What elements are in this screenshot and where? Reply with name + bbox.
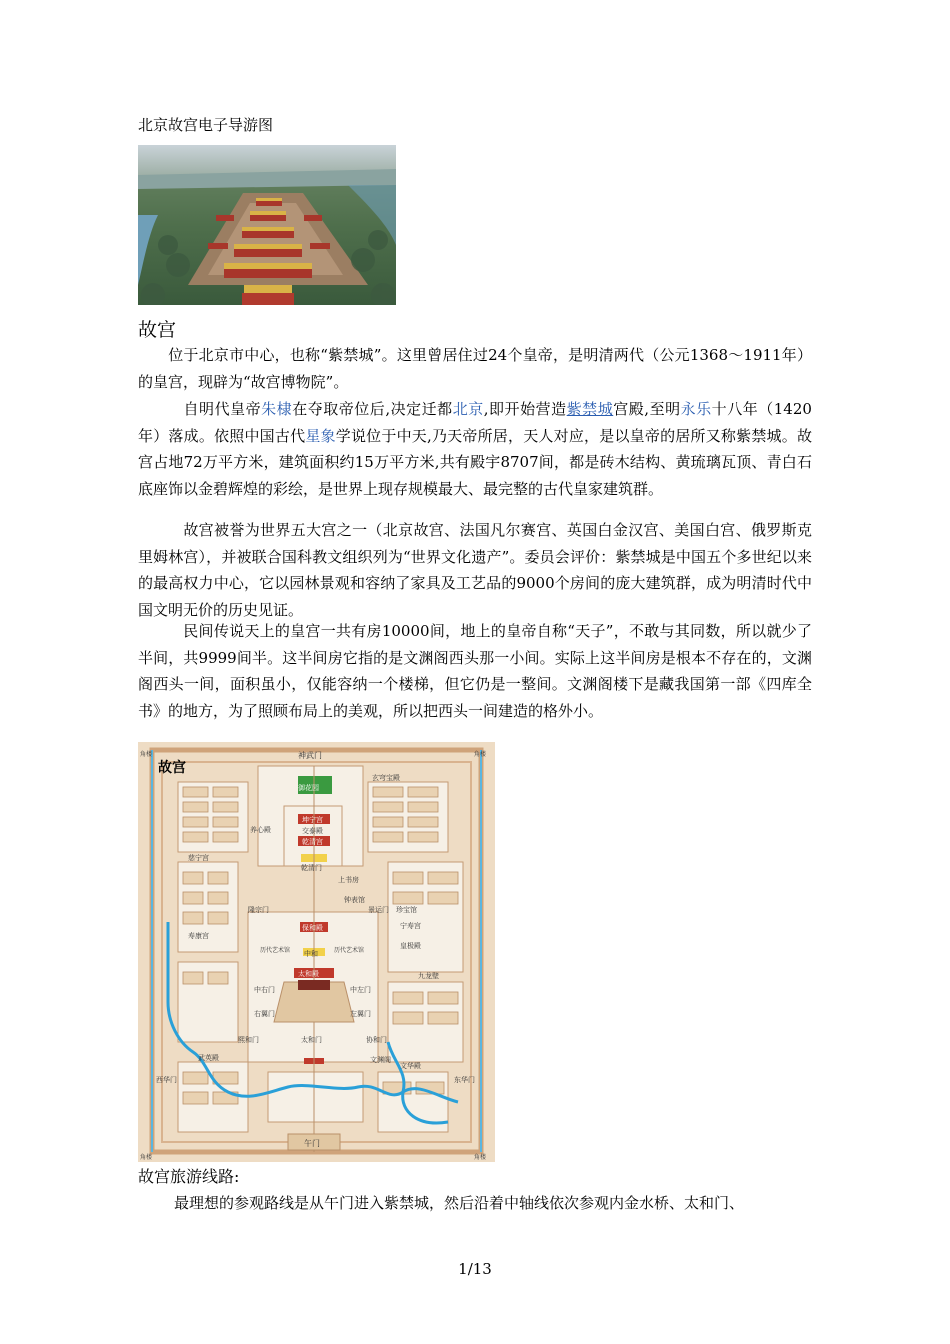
map-label-xiehemen: 协和门 xyxy=(366,1036,387,1044)
map-label-zhonghe: 中和 xyxy=(304,950,318,958)
section-heading-routes: 故宫旅游线路: xyxy=(138,1167,240,1186)
map-label-qianqing: 乾清宫 xyxy=(302,838,323,846)
map-label-jiaotai: 交泰殿 xyxy=(302,827,323,835)
map-label-zhongyou: 中右门 xyxy=(254,986,275,994)
map-label-jiaolou-nw: 角楼 xyxy=(140,751,153,758)
map-label-ningshou: 宁寿宫 xyxy=(400,922,421,930)
paragraph-world-heritage xyxy=(138,517,812,623)
map-label-lidai-w: 历代艺术馆 xyxy=(260,947,291,954)
paragraph-intro xyxy=(138,342,812,395)
history-text-1: 自明代皇帝 xyxy=(183,400,262,418)
map-label-xihua: 西华门 xyxy=(156,1076,177,1084)
map-label-lidai-e: 历代艺术馆 xyxy=(334,947,365,954)
map-label-wuying: 武英殿 xyxy=(198,1054,219,1062)
link-zijincheng[interactable]: 紫禁城 xyxy=(566,400,614,418)
map-label-taihemen: 太和门 xyxy=(301,1036,322,1044)
paragraph-intro-text: 位于北京市中心，也称“紫禁城”。这里曾居住过24个皇帝，是明清两代（公元1368～1911年）的皇宫，现辟为“故宫博物院”。 xyxy=(138,346,812,391)
map-label-jiaolou-ne: 角楼 xyxy=(474,751,487,758)
map-label-huangji: 皇极殿 xyxy=(400,942,421,950)
map-taihe-hall xyxy=(298,980,330,990)
history-text-6: 学说位于中天,乃天帝所居，天人对应，是以皇帝的居所又称紫禁城。故宫占地72万平方米，建筑面积约15万平方米,共有殿宇8707间，都是砖木结构、黄琉璃瓦顶、青白石底座饰以金碧辉煌的彩绘，是世界上现存规模最大、最完整的古代皇家建筑群。 xyxy=(138,426,812,498)
paragraph-history xyxy=(138,396,812,502)
map-label-xihemen: 熙和门 xyxy=(238,1036,259,1044)
forbidden-city-map xyxy=(138,742,495,1162)
map-label-jiaolou-se: 角楼 xyxy=(474,1154,487,1161)
history-text-2: 在夺取帝位后,决定迁都 xyxy=(292,400,453,418)
map-title: 故宫 xyxy=(158,760,186,776)
page-number: 1/13 xyxy=(458,1260,492,1278)
map-label-youyi: 右翼门 xyxy=(254,1010,275,1018)
paragraph-world-heritage-text: 故宫被誉为世界五大宫之一（北京故宫、法国凡尔赛宫、英国白金汉宫、美国白宫、俄罗斯克里姆林宫），并被联合国科教文组织列为“世界文化遗产”。委员会评价：紫禁城是中国五个多世纪以来的最高权力中心，它以园林景观和容纳了家具及工艺品的9000个房间的庞大建筑群，成为明清时代中国文明无价的历史见证。 xyxy=(138,521,812,619)
map-label-baohe: 保和殿 xyxy=(302,924,323,932)
map-label-zhenbao: 珍宝馆 xyxy=(396,906,417,914)
map-label-shoukang: 寿康宫 xyxy=(188,932,209,940)
paragraph-routes xyxy=(138,1190,812,1217)
document-title: 北京故宫电子导游图 xyxy=(138,116,274,134)
map-label-zuoyi: 左翼门 xyxy=(350,1010,371,1018)
map-label-shufang: 上书房 xyxy=(338,876,359,884)
history-text-5: 十八年（1420年）落成。依照中国古代 xyxy=(138,400,812,445)
map-label-taihe: 太和殿 xyxy=(298,970,319,978)
paragraph-legend-text: 民间传说天上的皇宫一共有房10000间，地上的皇帝自称“天子”，不敢与其同数，所以就少了半间，共9999间半。这半间房它指的是文渊阁西头那一小间。实际上这半间房是根本不存在的，文渊阁西头一间，面积虽小，仅能容纳一个楼梯，但它仍是一整间。文渊阁楼下是藏我国第一部《四库全书》的地方，为了照顾布局上的美观，所以把西头一间建造的格外小。 xyxy=(138,622,812,720)
map-label-donghua: 东华门 xyxy=(454,1076,475,1084)
map-label-wumen: 午门 xyxy=(304,1139,320,1148)
section-heading-gugong: 故宫 xyxy=(138,319,177,341)
map-label-zhongbiao: 钟表馆 xyxy=(344,896,365,904)
link-beijing[interactable]: 北京 xyxy=(452,400,484,418)
map-label-qianqingmen: 乾清门 xyxy=(301,864,322,872)
link-yongle[interactable]: 永乐 xyxy=(680,400,712,418)
map-label-longzong: 隆宗门 xyxy=(248,906,269,914)
forbidden-city-aerial-photo xyxy=(138,145,396,305)
map-label-wenhua: 文华殿 xyxy=(400,1062,421,1070)
map-label-jiaolou-sw: 角楼 xyxy=(140,1154,153,1161)
history-text-4: 宫殿,至明 xyxy=(613,400,681,418)
map-label-yangxin: 养心殿 xyxy=(250,826,271,834)
map-label-jiulong: 九龙壁 xyxy=(418,972,439,980)
link-zhudi[interactable]: 朱棣 xyxy=(261,400,293,418)
map-label-zhongzuo: 中左门 xyxy=(350,986,371,994)
map-label-kunning: 坤宁宫 xyxy=(302,816,323,824)
map-label-yuhuayuan: 御花园 xyxy=(298,784,319,792)
map-label-wenyuan: 文渊阁 xyxy=(370,1056,391,1064)
paragraph-routes-text: 最理想的参观路线是从午门进入紫禁城，然后沿着中轴线依次参观内金水桥、太和门、 xyxy=(174,1194,745,1212)
paragraph-legend xyxy=(138,618,812,724)
map-label-cining: 慈宁宫 xyxy=(188,854,209,862)
history-text-3: ,即开始营造 xyxy=(483,400,567,418)
map-label-xuanqiong: 玄穹宝殿 xyxy=(372,774,400,782)
link-xingxiang[interactable]: 星象 xyxy=(305,426,336,445)
map-label-shenwu: 神武门 xyxy=(298,751,322,760)
map-label-jingyun: 景运门 xyxy=(368,906,389,914)
